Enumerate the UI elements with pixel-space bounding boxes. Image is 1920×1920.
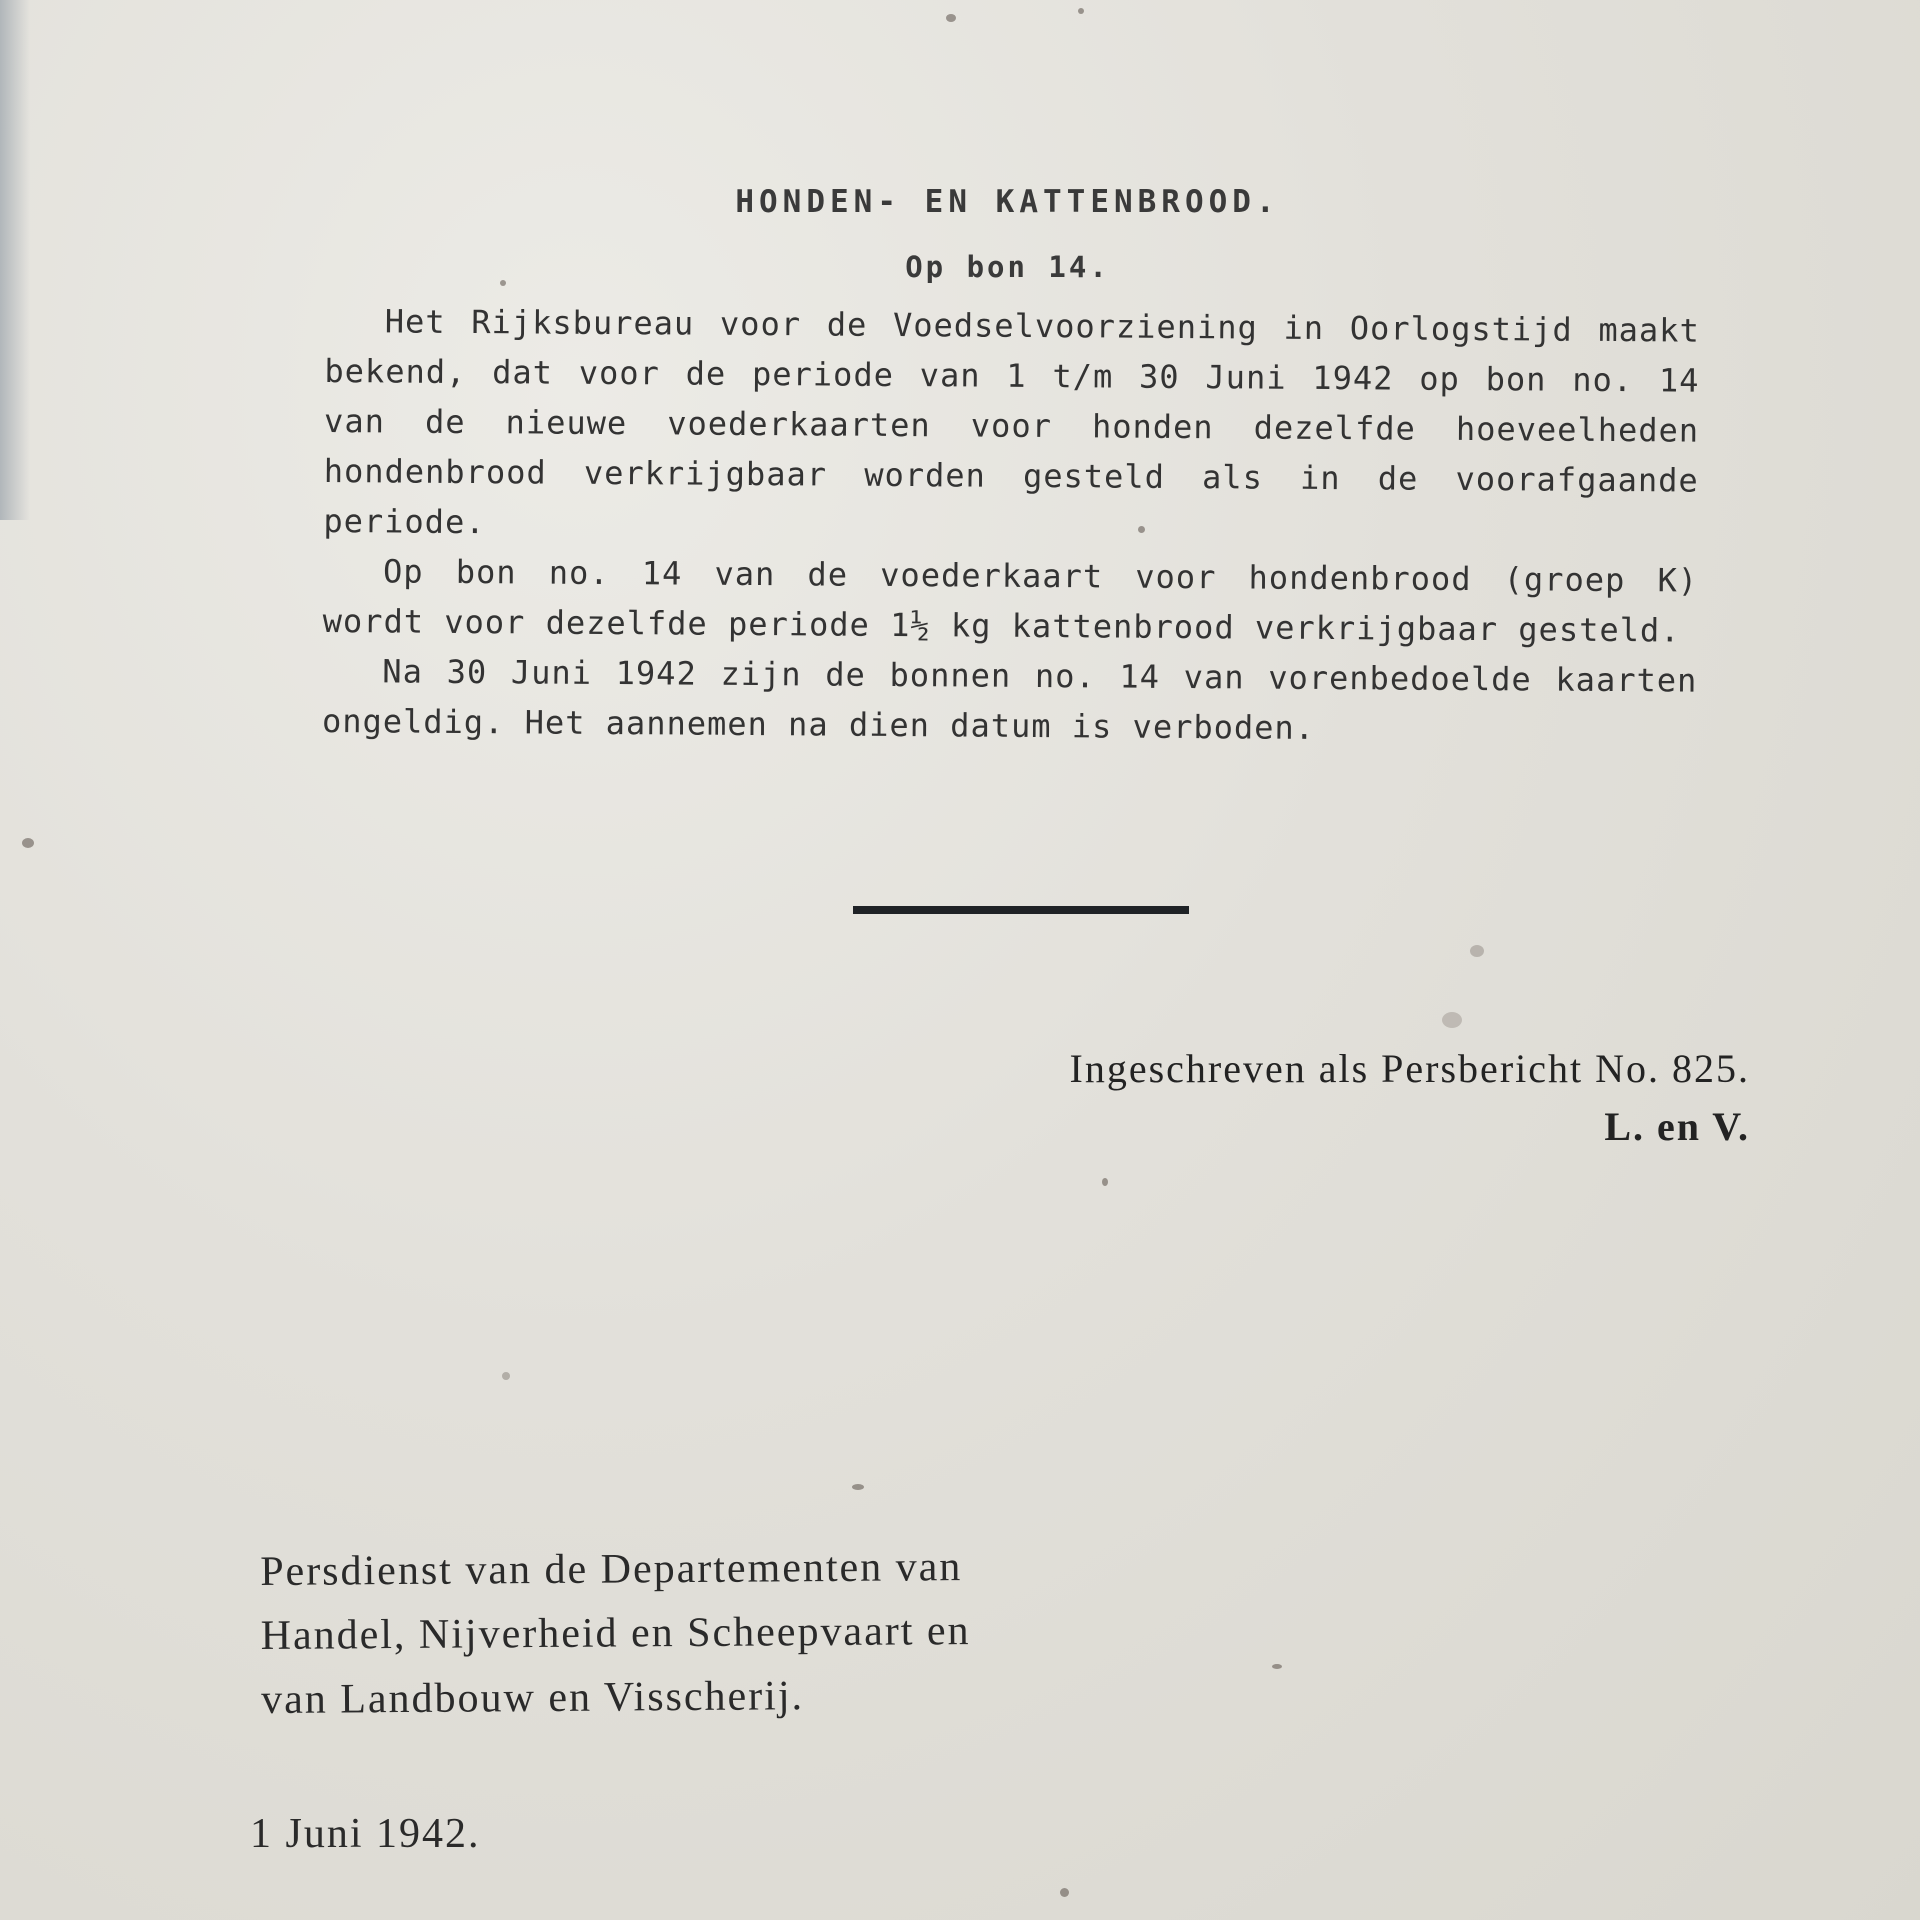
paper-speck xyxy=(946,14,956,22)
paper-speck xyxy=(1470,945,1484,957)
paper-speck xyxy=(502,1372,510,1380)
document-date: 1 Juni 1942. xyxy=(250,1811,481,1857)
paragraph: Na 30 Juni 1942 zijn de bonnen no. 14 van vorenbedoelde kaarten ongeldig. Het aannemen na dien datum is verboden. xyxy=(321,652,1698,747)
signature-initials: L. en V. xyxy=(1604,1104,1750,1149)
paper-speck xyxy=(1442,1012,1462,1028)
department-line: van Landbouw en Visscherij. xyxy=(260,1673,805,1723)
document-title: HONDEN- EN KATTENBROOD. xyxy=(735,184,1280,220)
paper-speck xyxy=(852,1484,864,1490)
paper-speck xyxy=(1272,1664,1282,1669)
paragraph: Het Rijksbureau voor de Voedselvoorziening in Oorlogstijd maakt bekend, dat voor de periode van 1 t/m 30 Juni 1942 op bon no. 14 van de nieuwe voederkaarten voor honden dezelfde hoeveelheden hondenbrood verkrijgbaar worden gesteld als in de voorafgaande periode. xyxy=(323,302,1700,542)
registration-block xyxy=(1070,1040,1750,1156)
department-line: Persdienst van de Departementen van xyxy=(260,1544,963,1595)
department-line: Handel, Nijverheid en Scheepvaart en xyxy=(260,1608,971,1659)
paper-speck xyxy=(22,838,34,848)
registration-line: Ingeschreven als Persbericht No. 825. xyxy=(1069,1046,1750,1091)
announcement-body xyxy=(322,296,1700,756)
separator-rule xyxy=(853,906,1189,914)
department-block xyxy=(260,1535,971,1732)
paper-speck xyxy=(1102,1178,1108,1186)
paper-speck xyxy=(1078,8,1084,14)
paper-speck xyxy=(1060,1888,1069,1897)
document-subtitle: Op bon 14. xyxy=(905,250,1110,284)
paragraph: Op bon no. 14 van de voederkaart voor hondenbrood (groep K) wordt voor dezelfde periode 1½ kg kattenbrood verkrijgbaar gesteld. xyxy=(322,552,1699,650)
